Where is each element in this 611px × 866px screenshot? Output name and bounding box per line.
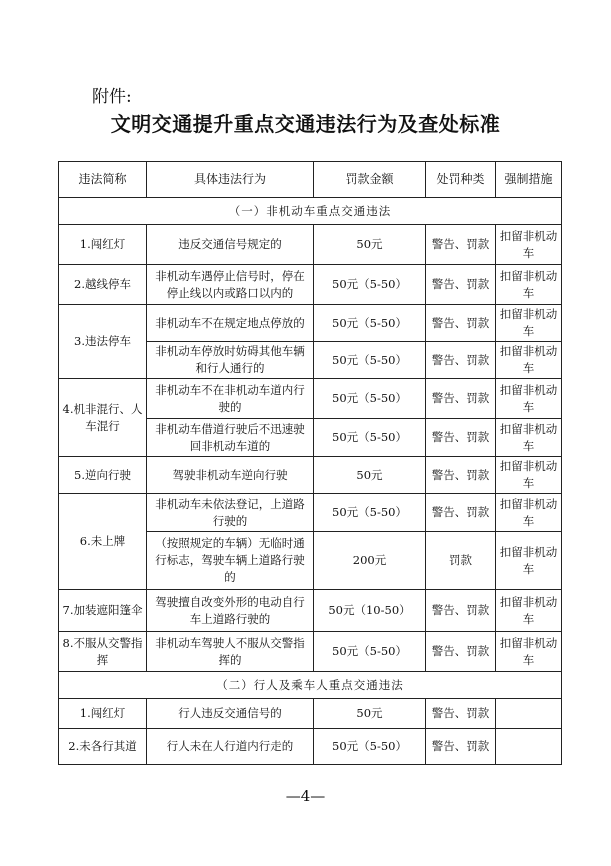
- penalty-type: 警告、罚款: [426, 457, 496, 494]
- violation-behavior: 非机动车遇停止信号时，停在停止线以内或路口以内的: [147, 265, 314, 305]
- penalty-type: 罚款: [426, 532, 496, 590]
- penalty-type: 警告、罚款: [426, 699, 496, 729]
- fine-amount: 50元: [314, 225, 426, 265]
- enforcement-measure: 扣留非机动车: [496, 494, 562, 532]
- section-row: [59, 198, 562, 225]
- enforcement-measure: 扣留非机动车: [496, 342, 562, 379]
- violation-name: 1.闯红灯: [59, 225, 147, 265]
- violation-behavior: 行人未在人行道内行走的: [147, 729, 314, 765]
- table-row: [59, 225, 562, 265]
- table-row: [59, 699, 562, 729]
- violation-behavior: 驾驶擅自改变外形的电动自行车上道路行驶的: [147, 590, 314, 632]
- table-row: [59, 305, 562, 342]
- penalty-type: 警告、罚款: [426, 342, 496, 379]
- fine-amount: 50元: [314, 457, 426, 494]
- enforcement-measure: 扣留非机动车: [496, 305, 562, 342]
- fine-amount: 50元（5-50）: [314, 379, 426, 419]
- enforcement-measure: 扣留非机动车: [496, 632, 562, 672]
- section-title: （一）非机动车重点交通违法: [59, 198, 562, 225]
- table-row: [59, 379, 562, 419]
- violation-name: 1.闯红灯: [59, 699, 147, 729]
- violation-name: 3.违法停车: [59, 305, 147, 379]
- fine-amount: 50元（5-50）: [314, 419, 426, 457]
- attachment-label: 附件:: [92, 87, 132, 107]
- violation-behavior: 非机动车不在非机动车道内行驶的: [147, 379, 314, 419]
- fine-amount: 50元（5-50）: [314, 342, 426, 379]
- fine-amount: 50元（5-50）: [314, 494, 426, 532]
- penalty-type: 警告、罚款: [426, 379, 496, 419]
- table-row: [59, 494, 562, 532]
- violation-name: 6.未上牌: [59, 494, 147, 590]
- table-row: [59, 457, 562, 494]
- violation-name: 2.未各行其道: [59, 729, 147, 765]
- violation-name: 5.逆向行驶: [59, 457, 147, 494]
- violation-behavior: 行人违反交通信号的: [147, 699, 314, 729]
- penalty-type: 警告、罚款: [426, 590, 496, 632]
- header-cell: 处罚种类: [426, 162, 496, 198]
- penalty-type: 警告、罚款: [426, 225, 496, 265]
- penalty-type: 警告、罚款: [426, 494, 496, 532]
- penalty-type: 警告、罚款: [426, 419, 496, 457]
- violation-behavior: 驾驶非机动车逆向行驶: [147, 457, 314, 494]
- header-cell: 违法简称: [59, 162, 147, 198]
- header-cell: 具体违法行为: [147, 162, 314, 198]
- table-header-row: [59, 162, 562, 198]
- enforcement-measure: [496, 699, 562, 729]
- table-row: [59, 632, 562, 672]
- violation-name: 8.不服从交警指挥: [59, 632, 147, 672]
- penalty-type: 警告、罚款: [426, 632, 496, 672]
- table-row: [59, 265, 562, 305]
- fine-amount: 50元（5-50）: [314, 265, 426, 305]
- penalty-type: 警告、罚款: [426, 265, 496, 305]
- fine-amount: 50元（5-50）: [314, 729, 426, 765]
- fine-amount: 200元: [314, 532, 426, 590]
- table-row: [59, 590, 562, 632]
- violation-behavior: 非机动车驾驶人不服从交警指挥的: [147, 632, 314, 672]
- enforcement-measure: 扣留非机动车: [496, 457, 562, 494]
- fine-amount: 50元（5-50）: [314, 305, 426, 342]
- header-cell: 强制措施: [496, 162, 562, 198]
- enforcement-measure: [496, 729, 562, 765]
- page-number: —4—: [285, 787, 326, 805]
- penalty-type: 警告、罚款: [426, 729, 496, 765]
- section-row: [59, 672, 562, 699]
- enforcement-measure: 扣留非机动车: [496, 590, 562, 632]
- fine-amount: 50元: [314, 699, 426, 729]
- violation-name: 4.机非混行、人车混行: [59, 379, 147, 457]
- header-cell: 罚款金额: [314, 162, 426, 198]
- document-title: 文明交通提升重点交通违法行为及查处标准: [110, 112, 501, 136]
- violation-behavior: 非机动车未依法登记，上道路行驶的: [147, 494, 314, 532]
- fine-amount: 50元（10-50）: [314, 590, 426, 632]
- section-title: （二）行人及乘车人重点交通违法: [59, 672, 562, 699]
- violation-behavior: 违反交通信号规定的: [147, 225, 314, 265]
- fine-amount: 50元（5-50）: [314, 632, 426, 672]
- enforcement-measure: 扣留非机动车: [496, 225, 562, 265]
- violation-behavior: 非机动车停放时妨碍其他车辆和行人通行的: [147, 342, 314, 379]
- violation-behavior: 非机动车不在规定地点停放的: [147, 305, 314, 342]
- violation-name: 2.越线停车: [59, 265, 147, 305]
- enforcement-measure: 扣留非机动车: [496, 379, 562, 419]
- violation-behavior: （按照规定的车辆）无临时通行标志，驾驶车辆上道路行驶的: [147, 532, 314, 590]
- enforcement-measure: 扣留非机动车: [496, 419, 562, 457]
- penalty-type: 警告、罚款: [426, 305, 496, 342]
- enforcement-measure: 扣留非机动车: [496, 532, 562, 590]
- violation-name: 7.加装遮阳篷伞: [59, 590, 147, 632]
- violation-table: [58, 161, 562, 765]
- violation-behavior: 非机动车借道行驶后不迅速驶回非机动车道的: [147, 419, 314, 457]
- enforcement-measure: 扣留非机动车: [496, 265, 562, 305]
- table-row: [59, 729, 562, 765]
